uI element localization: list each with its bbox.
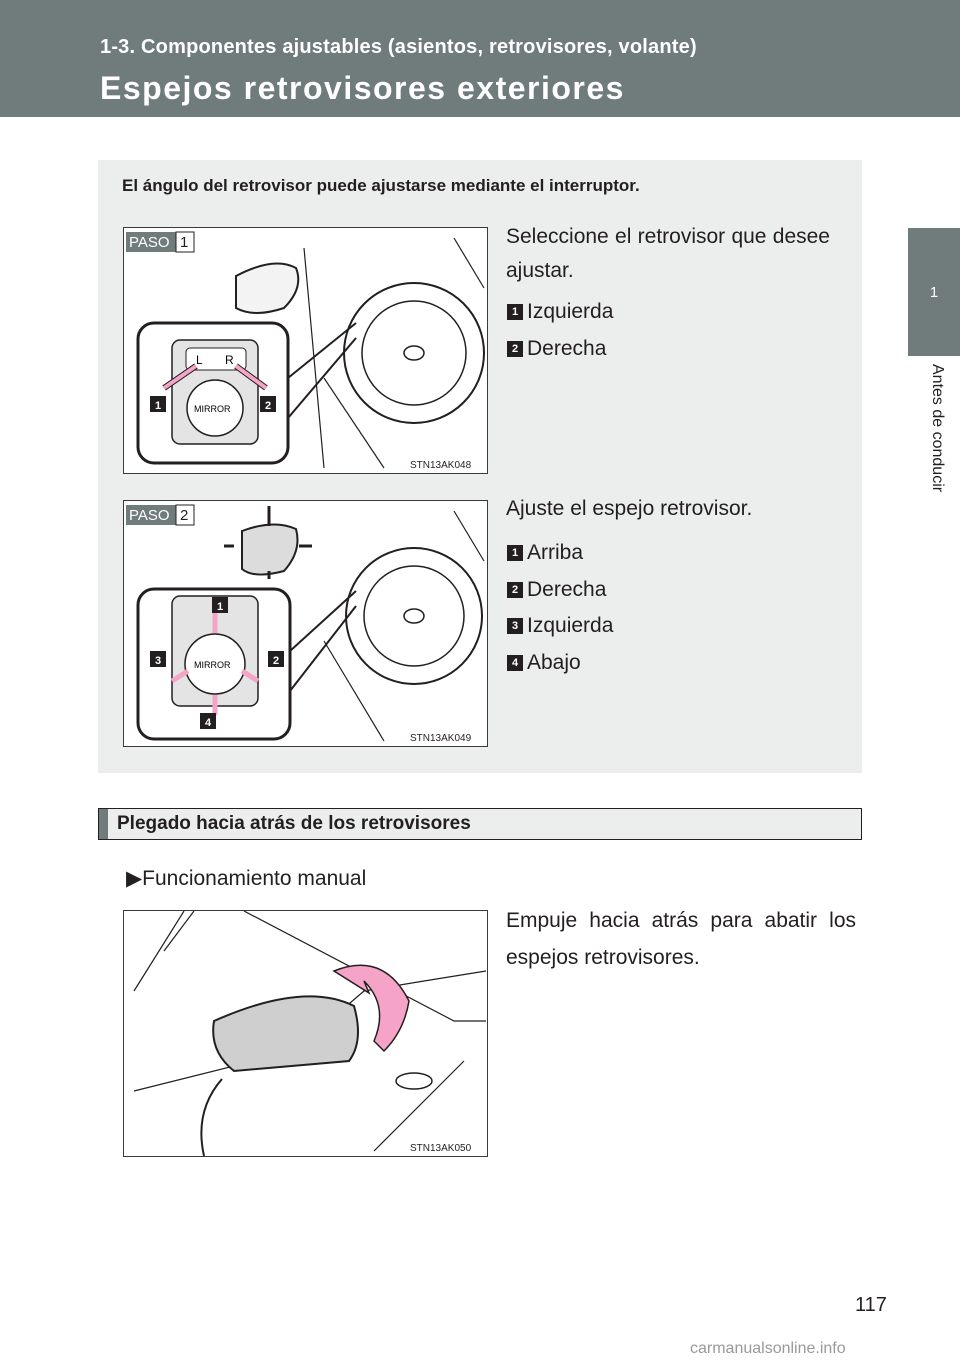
page-number: 117 [855, 1294, 887, 1316]
mirror2-label: MIRROR [194, 660, 231, 670]
step1-text: Seleccione el retrovisor que desee ajustar. [506, 225, 830, 282]
image-code-2: STN13AK049 [410, 733, 472, 744]
image-code: STN13AK048 [410, 460, 472, 471]
svg-text:1: 1 [155, 400, 162, 412]
image-code-3: STN13AK050 [410, 1143, 472, 1154]
paso-badge-label: PASO [129, 234, 170, 251]
paso2-badge-num: 2 [180, 507, 189, 524]
steering-wheel [344, 283, 484, 423]
intro-text: El ángulo del retrovisor puede ajustarse mediante el interruptor. [122, 176, 640, 195]
step2-text: Ajuste el espejo retrovisor. [506, 497, 753, 520]
switch-l-label: L [196, 353, 203, 367]
side-mirror-shape [236, 264, 298, 314]
mirror-adjust-drawing [124, 501, 487, 746]
step2-option-4: 4 Abajo [507, 651, 581, 675]
step1-option-2: 2 Derecha [507, 337, 606, 361]
watermark: carmanualsonline.info [690, 1340, 846, 1357]
page-header [0, 0, 960, 117]
folding-text: Empuje hacia atrás para abatir los espejos retrovisores. [506, 909, 856, 969]
svg-text:2: 2 [265, 400, 272, 412]
folded-mirror-shape [213, 996, 358, 1071]
svg-text:3: 3 [155, 655, 162, 667]
chapter-tab: 1 [908, 228, 960, 356]
mirror-label: MIRROR [194, 404, 231, 414]
chapter-label: Antes de conducir [929, 364, 946, 493]
folding-heading: Plegado hacia atrás de los retrovisores [98, 808, 862, 840]
switch-r-label: R [225, 353, 234, 367]
dashboard-switch-drawing [124, 228, 487, 473]
step2-option-3: 3 Izquierda [507, 614, 613, 638]
step2-option-2: 2 Derecha [507, 578, 606, 602]
svg-text:1: 1 [217, 601, 224, 613]
paso-badge-num: 1 [180, 234, 189, 251]
svg-text:4: 4 [205, 717, 212, 729]
section-title: 1-3. Componentes ajustables (asientos, retrovisores, volante) [100, 36, 697, 58]
svg-text:2: 2 [273, 655, 280, 667]
page-title: Espejos retrovisores exteriores [100, 70, 625, 106]
step1-illustration [123, 227, 488, 474]
folding-illustration [123, 910, 488, 1157]
folding-mirror-drawing [124, 911, 487, 1156]
step1-option-1: 1 Izquierda [507, 300, 613, 324]
step2-illustration [123, 500, 488, 747]
side-mirror-adjust [242, 524, 298, 574]
paso2-badge-label: PASO [129, 507, 170, 524]
manual-operation-label: ▶Funcionamiento manual [126, 867, 367, 890]
step2-option-1: 1 Arriba [507, 541, 583, 565]
